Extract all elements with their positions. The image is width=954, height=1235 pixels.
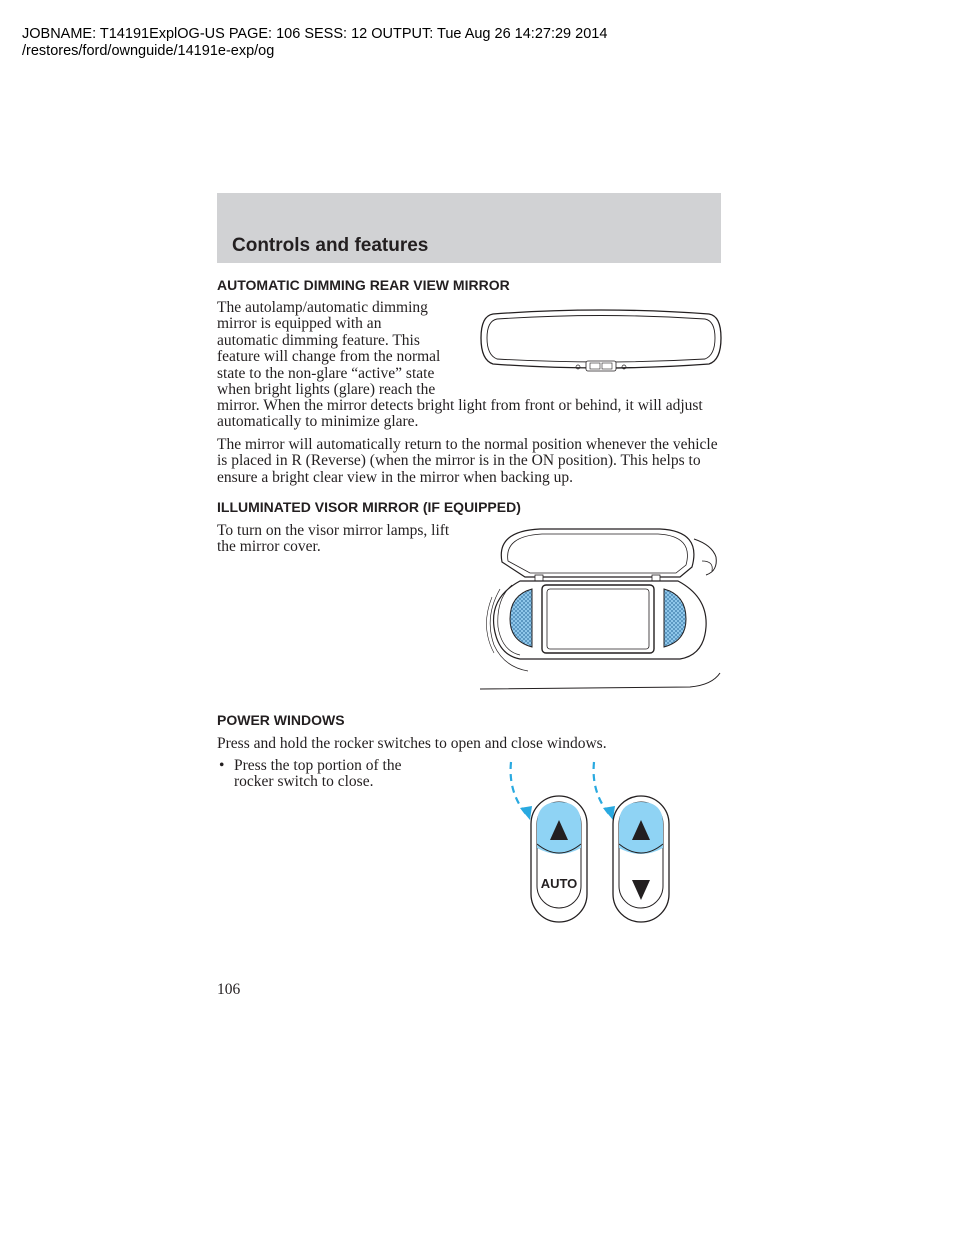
job-header-line-2: /restores/ford/ownguide/14191e-exp/og: [22, 43, 275, 59]
text-line: automatic dimming feature. This: [217, 331, 420, 349]
power-windows-bullet: [217, 758, 437, 791]
auto-dimming-wrapped-text: [217, 300, 440, 398]
text-line: The autolamp/automatic dimming: [217, 299, 428, 316]
auto-dimming-paragraph-2: The mirror will automatically return to the normal position whenever the vehicle is placed in R (Reverse) (when the mirror is in the ON position). This helps to ensure a bright clear view in the mirror when backing up.: [217, 436, 718, 486]
text-line: feature will change from the normal: [217, 348, 441, 366]
auto-window-switch: [531, 796, 587, 922]
bullet-icon: •: [219, 757, 225, 774]
job-header: [22, 26, 607, 60]
auto-label: AUTO: [540, 876, 578, 891]
visor-mirror-illustration: [480, 527, 725, 692]
page-number: 106: [217, 981, 241, 998]
section-banner: [217, 193, 721, 263]
power-windows-heading: POWER WINDOWS: [217, 712, 345, 728]
visor-mirror-heading: ILLUMINATED VISOR MIRROR (IF EQUIPPED): [217, 499, 521, 515]
text-line: mirror is equipped with an: [217, 315, 382, 333]
auto-dimming-heading: AUTOMATIC DIMMING REAR VIEW MIRROR: [217, 277, 510, 293]
rocker-switch-illustration: [500, 758, 700, 928]
job-header-line-1: JOBNAME: T14191ExplOG-US PAGE: 106 SESS: 12 OUTPUT: Tue Aug 26 14:27:29 2014: [22, 26, 608, 42]
bullet-text: Press the top portion of the rocker switch to close.: [234, 757, 402, 791]
auto-dimming-continuation: mirror. When the mirror detects bright light from front or behind, it will adjust automatically to minimize glare.: [217, 397, 703, 431]
visor-mirror-text: To turn on the visor mirror lamps, lift the mirror cover.: [217, 522, 450, 556]
text-line: state to the non-glare “active” state: [217, 364, 435, 382]
power-windows-intro: Press and hold the rocker switches to open and close windows.: [217, 735, 607, 752]
section-title: Controls and features: [232, 235, 429, 256]
rear-view-mirror-illustration: [481, 308, 721, 378]
text-line: when bright lights (glare) reach the: [217, 381, 436, 399]
window-switch: [613, 796, 669, 922]
